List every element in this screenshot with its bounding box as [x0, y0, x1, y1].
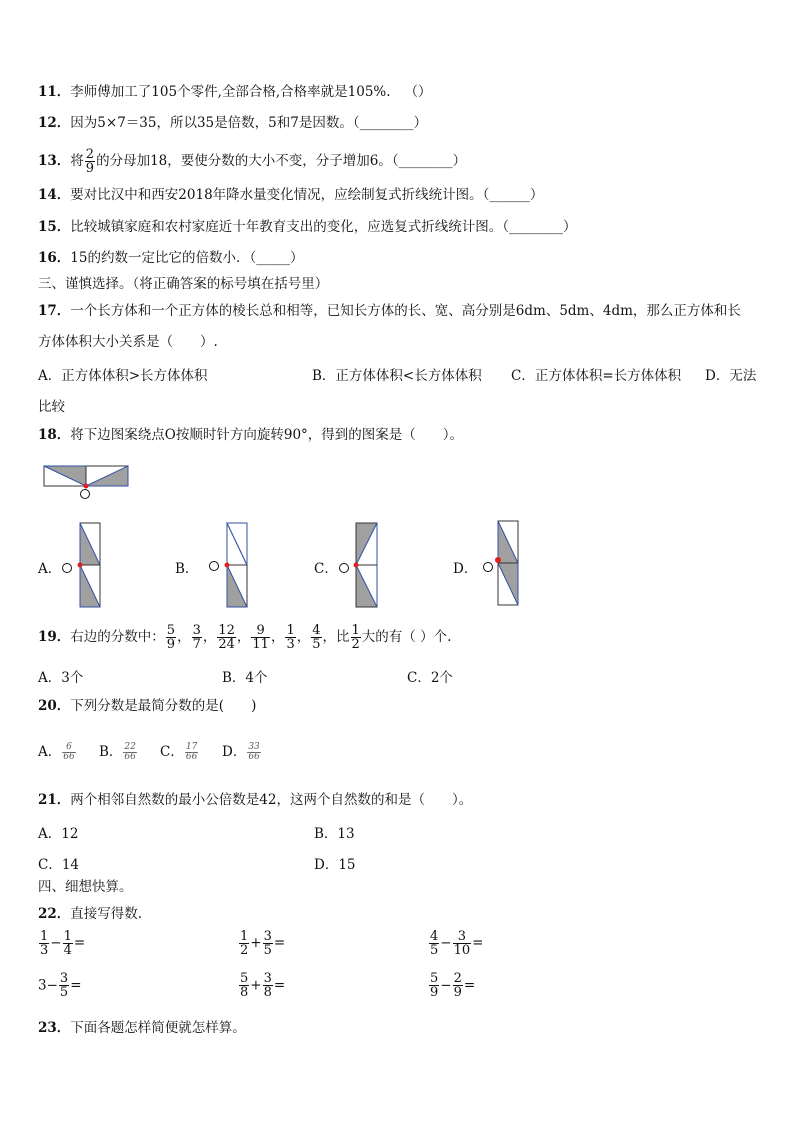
q20-c-den: 66: [185, 752, 198, 762]
q18-option-a-figure[interactable]: [60, 520, 110, 610]
q22: [38, 905, 142, 923]
q22-e3-eq[interactable]: =: [472, 935, 484, 951]
q20-a-num: 6: [62, 743, 75, 753]
q19-frac-6: [311, 624, 321, 651]
q21-option-c[interactable]: C．14: [38, 857, 80, 873]
q15-number: 15．: [38, 219, 71, 235]
q15-text: 比较城镇家庭和农村家庭近十年教育支出的变化，应选复式折线统计图。（: [70, 219, 510, 235]
q21-number: 21．: [38, 792, 71, 808]
q20-d-den: 66: [248, 752, 260, 762]
q18: [38, 426, 463, 444]
q20-option-b[interactable]: [99, 739, 138, 765]
q20-b-den: 66: [124, 752, 136, 762]
q22-expr-4: [38, 972, 82, 999]
q19-frac-4: [251, 624, 270, 651]
q22-e5-a: [239, 972, 249, 999]
q21-option-a[interactable]: A．12: [38, 826, 79, 842]
q19-frac-3-den: 24: [218, 637, 235, 652]
q22-e1-op: −: [50, 935, 62, 951]
q22-e2-a-den: 2: [240, 943, 249, 958]
q19-option-a[interactable]: A．3个: [38, 670, 84, 686]
q22-e3-a: [429, 930, 439, 957]
q16-number: 16．: [38, 250, 71, 266]
q22-e6-op: −: [440, 977, 452, 994]
q23-number: 23．: [38, 1020, 71, 1036]
q22-e6-b: [453, 972, 463, 999]
q14-number: 14．: [38, 187, 71, 203]
q12-number: 12．: [38, 115, 71, 131]
q20-option-c[interactable]: [160, 739, 199, 765]
q11: [38, 83, 432, 101]
q22-e1-a-den: 3: [40, 943, 49, 958]
q22-e1-b-den: 4: [63, 943, 72, 958]
q22-e1-eq[interactable]: =: [73, 935, 86, 951]
q19-frac-1: [166, 624, 176, 651]
q19-post: 大的有（ ）个.: [361, 629, 452, 645]
q19-frac-2-den: 7: [192, 637, 201, 652]
q22-e5-b-num: 3: [263, 971, 272, 986]
q22-e4-whole: 3: [38, 977, 47, 994]
q22-e6-b-num: 2: [453, 971, 462, 986]
q23: [38, 1019, 246, 1037]
q22-e3-a-den: 5: [430, 943, 439, 958]
q19-frac-3: [217, 624, 236, 651]
q22-e2-b: [263, 930, 273, 957]
q22-e3-b-num: 3: [453, 930, 472, 944]
q19-mid: 比: [336, 629, 350, 645]
q22-expr-1: [38, 930, 85, 957]
q22-e5-b-den: 8: [263, 985, 272, 1000]
q20-option-a[interactable]: [38, 739, 77, 765]
q19-frac-1-den: 9: [166, 637, 176, 652]
q19-ref-den: 2: [351, 637, 360, 652]
q16-close: ）: [289, 250, 304, 266]
q19-frac-5-num: 1: [286, 623, 295, 638]
q13-fraction: [85, 148, 95, 175]
q22-e4-b-num: 3: [59, 971, 69, 986]
q20-option-a-frac: [62, 743, 75, 762]
q17-line1: [38, 302, 741, 320]
section-3-heading: 三、谨慎选择。（将正确答案的标号填在括号里）: [38, 276, 329, 292]
q20-option-d-frac: [247, 743, 260, 762]
q16-answer-blank[interactable]: _____: [256, 250, 290, 266]
q17-option-c[interactable]: C．正方体体积=长方体体积: [511, 368, 682, 384]
q13-pre: 将: [70, 153, 84, 169]
q21: [38, 791, 472, 809]
q13-frac-den: 9: [85, 161, 95, 176]
q18-option-d-figure[interactable]: [478, 518, 528, 608]
q22-e6-a-num: 5: [430, 971, 439, 986]
q22-e3-b: [453, 930, 472, 957]
q22-e4-b: [59, 972, 69, 999]
q18-option-c-figure[interactable]: [334, 520, 384, 610]
q22-e6-a: [429, 972, 439, 999]
q23-text: 下面各题怎样简便就怎样算。: [70, 1020, 246, 1036]
q22-expr-6: [428, 972, 475, 999]
q19-option-b[interactable]: B．4个: [222, 670, 268, 686]
q11-text: 李师傅加工了105个零件,全部合格,合格率就是105%.: [70, 84, 391, 100]
q19-frac-2: [192, 624, 202, 651]
q19-number: 19．: [38, 629, 71, 645]
q21-option-b[interactable]: B．13: [314, 826, 355, 842]
q22-e2-b-num: 3: [263, 929, 272, 944]
q19-frac-6-den: 5: [312, 637, 321, 652]
q22-e2-a-num: 1: [240, 929, 249, 944]
q20-a-den: 66: [63, 752, 75, 762]
q20-c-num: 17: [185, 742, 198, 752]
section-4-heading: 四、细想快算。: [38, 879, 133, 895]
q18-original-figure: [42, 464, 132, 500]
q22-expr-5: [238, 972, 285, 999]
q22-e5-b: [263, 972, 273, 999]
q17-option-b[interactable]: B．正方体体积<长方体体积: [312, 368, 482, 384]
q19-option-c[interactable]: C．2个: [407, 670, 453, 686]
q19-frac-2-num: 3: [192, 623, 201, 638]
q14: [38, 186, 543, 204]
q16: [38, 249, 303, 267]
q21-text: 两个相邻自然数的最小公倍数是42，这两个自然数的和是（ ）。: [70, 792, 473, 808]
q14-text: 要对比汉中和西安2018年降水量变化情况，应绘制复式折线统计图。（: [70, 187, 490, 203]
q18-number: 18．: [38, 427, 71, 443]
q11-answer-paren[interactable]: （）: [404, 84, 432, 100]
q22-e3-b-den: 10: [453, 943, 471, 958]
q20-option-d-label: D．: [222, 744, 247, 760]
q14-close: ）: [529, 187, 544, 203]
q17-option-d[interactable]: D．无法: [705, 368, 757, 384]
q13-number: 13．: [38, 153, 71, 169]
q19: 19．右边的分数中： $\frac{5}{9}$ ， $\frac{3}{7}$ ， $\frac{12}{24}$ ， $\frac{9}{11}$ ， $\frac{1}{3}$ ， $\frac{4}{5}$ ，比 $\frac{1}{2}$ 大的有（ ）个.: [38, 623, 452, 652]
q22-e3-a-num: 4: [430, 929, 439, 944]
q13: [38, 148, 466, 175]
q22-e2-eq[interactable]: =: [273, 935, 286, 951]
q22-e4-op: −: [46, 977, 58, 994]
q20-option-a-label: A．: [38, 744, 62, 760]
q12-close: ）: [413, 115, 428, 131]
q12: [38, 114, 427, 132]
q22-e4-eq[interactable]: =: [70, 977, 82, 994]
q19-frac-6-num: 4: [312, 623, 321, 638]
q19-ref-num: 1: [351, 623, 360, 638]
q20-option-d[interactable]: [222, 739, 262, 765]
q22-expr-3: [428, 930, 483, 957]
q22-e5-a-den: 8: [240, 985, 249, 1000]
q20-option-b-frac: [123, 743, 136, 762]
q12-text: 因为5×7＝35，所以35是倍数，5和7是因数。（: [70, 115, 360, 131]
q18-option-b-label[interactable]: B．: [175, 561, 199, 577]
q22-e6-eq[interactable]: =: [463, 977, 476, 994]
q18-option-b-figure[interactable]: [204, 520, 254, 610]
q18-option-c-label[interactable]: C．: [314, 561, 338, 577]
q11-number: 11．: [38, 84, 71, 100]
q22-e2-op: +: [250, 935, 262, 951]
q20: [38, 697, 256, 715]
q22-e4-b-den: 5: [59, 985, 69, 1000]
q20-option-b-label: B．: [99, 744, 123, 760]
q19-pre: 右边的分数中：: [70, 629, 165, 645]
q15: [38, 218, 577, 236]
q22-e5-a-num: 5: [240, 971, 249, 986]
q22-e1-b-num: 1: [63, 929, 72, 944]
q17-option-d-cont: 比较: [38, 399, 65, 415]
q22-number: 22．: [38, 906, 71, 922]
q19-frac-3-num: 12: [218, 623, 235, 638]
q13-close: ）: [452, 153, 467, 169]
q22-e5-op: +: [250, 977, 262, 994]
q22-text: 直接写得数.: [70, 906, 143, 922]
q13-post: 的分母加18，要使分数的大小不变，分子增加6。（: [96, 153, 399, 169]
q22-e6-b-den: 9: [453, 985, 462, 1000]
q22-e1-a: [39, 930, 49, 957]
q15-close: ）: [563, 219, 577, 235]
q17-text-1: 一个长方体和一个正方体的棱长总和相等，已知长方体的长、宽、高分别是6dm、5dm、4dm，那么正方体和长: [70, 303, 741, 319]
q22-e2-a: [239, 930, 249, 957]
q19-frac-1-num: 5: [166, 623, 176, 638]
q19-frac-5-den: 3: [286, 637, 295, 652]
q22-e2-b-den: 5: [263, 943, 272, 958]
q18-text: 将下边图案绕点O按顺时针方向旋转90°，得到的图案是（ ）。: [70, 427, 464, 443]
q20-option-c-label: C．: [160, 744, 184, 760]
q19-frac-5: [285, 624, 295, 651]
q15-answer-blank[interactable]: ________: [509, 219, 564, 235]
q19-frac-4-num: 9: [251, 624, 270, 638]
q18-option-d-label[interactable]: D．: [453, 561, 478, 577]
q17-option-a[interactable]: A．正方体体积>长方体体积: [38, 368, 208, 384]
q20-option-c-frac: [185, 743, 198, 762]
q14-answer-blank[interactable]: ______: [489, 187, 530, 203]
q13-answer-blank[interactable]: ________: [398, 153, 453, 169]
q22-e1-b: [63, 930, 73, 957]
q19-frac-4-den: 11: [252, 637, 269, 652]
q17-number: 17．: [38, 303, 71, 319]
q20-b-num: 22: [124, 742, 136, 752]
q22-e5-eq[interactable]: =: [273, 977, 286, 994]
q20-text: 下列分数是最简分数的是( ): [70, 698, 257, 714]
q12-answer-blank[interactable]: ________: [359, 115, 414, 131]
q20-d-num: 33: [248, 742, 260, 752]
q22-e1-a-num: 1: [40, 929, 49, 944]
q22-e3-op: −: [440, 935, 452, 951]
q20-number: 20．: [38, 698, 71, 714]
q18-option-a-label[interactable]: A．: [38, 561, 62, 577]
q22-expr-2: [238, 930, 285, 957]
q22-e6-a-den: 9: [430, 985, 439, 1000]
q16-text: 15的约数一定比它的倍数小．（: [70, 250, 257, 266]
q13-frac-num: 2: [85, 147, 95, 162]
q19-ref-frac: [351, 624, 361, 651]
q21-option-d[interactable]: D．15: [314, 857, 356, 873]
q17-line2: 方体体积大小关系是（ ）.: [38, 334, 218, 350]
